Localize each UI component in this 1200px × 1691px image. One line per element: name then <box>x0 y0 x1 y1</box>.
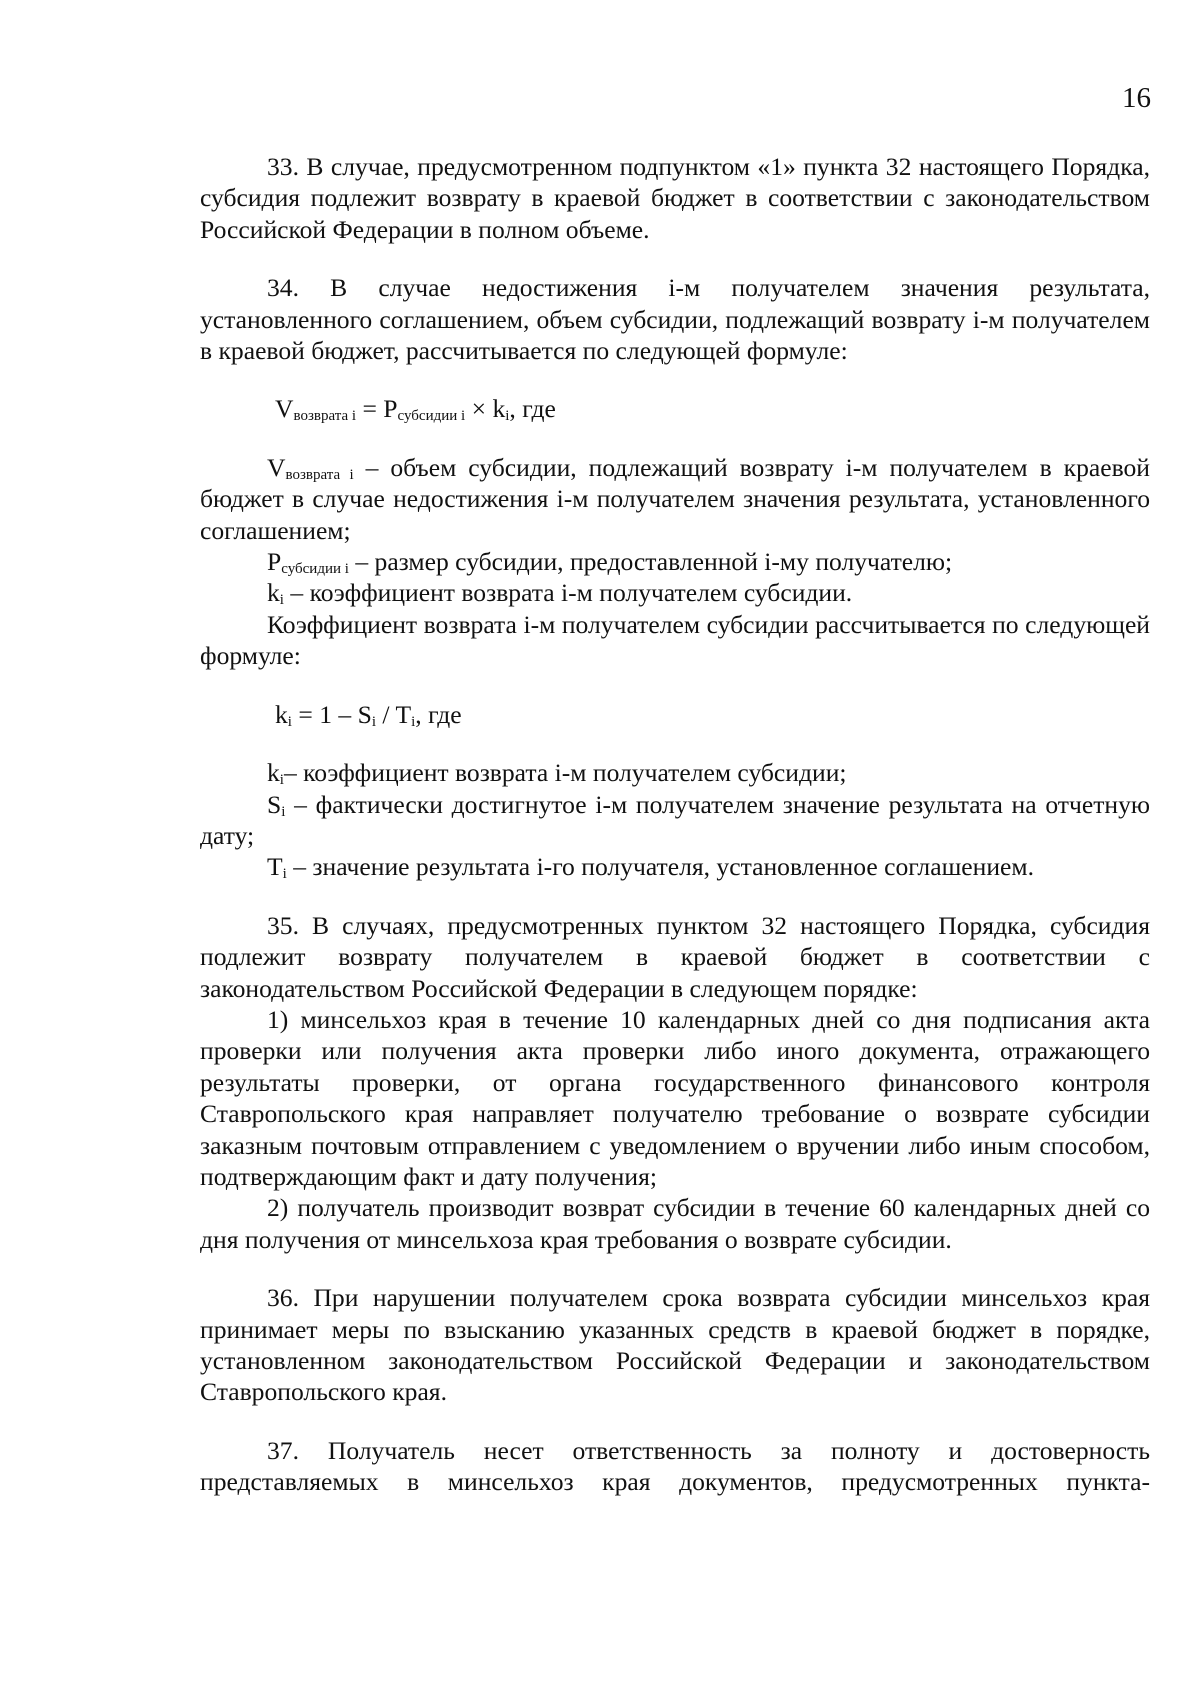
formula2-k-subscript: i <box>287 713 292 730</box>
def-t-symbol: T <box>267 852 283 882</box>
def-s-subscript: i <box>281 803 286 820</box>
formula-k-subscript: i <box>505 408 510 425</box>
paragraph-33: 33. В случае, предусмотренном подпунктом «1» пункта 32 настоящего Порядка, субсидия подлежит возврату в краевой бюджет в соответствии с законодательством Российской Федерации в полном объеме. <box>200 152 1150 244</box>
formula2-mid: = 1 – S <box>291 699 372 729</box>
paragraph-37: 37. Получатель несет ответственность за полноту и достоверность представляемых в минсельхоз края документов, предусмотренных пункта- <box>200 1435 1150 1497</box>
def-k-subscript: i <box>279 592 284 609</box>
formula-p-subscript: субсидии i <box>397 408 466 425</box>
paragraph-35: 35. В случаях, предусмотренных пунктом 32 настоящего Порядка, субсидия подлежит возврату получателем в краевой бюджет в соответствии с законодательством Российской Федерации в следующем порядке: <box>200 910 1150 1003</box>
def-p-subscript: субсидии i <box>281 561 349 578</box>
formula-v-symbol: V <box>275 394 294 424</box>
definition-k <box>200 577 1150 608</box>
definition-k2 <box>200 757 1150 788</box>
document-body <box>200 151 1150 1498</box>
formula2-t-subscript: i <box>411 713 416 730</box>
definition-p <box>200 546 1150 577</box>
formula-coefficient <box>200 699 1150 730</box>
formula2-k-symbol: k <box>275 699 288 729</box>
def-t-text: – значение результата i-го получателя, установленное соглашением. <box>286 852 1034 882</box>
def-s-text: – фактически достигнутое i-м получателем значение результата на отчетную дату; <box>200 789 1150 850</box>
def-v-subscript: возврата i <box>285 466 354 483</box>
paragraph-34: 34. В случае недостижения i-м получателем значения результата, установленного соглашением, объем субсидии, подлежащий возврату i-м получателем в краевой бюджет, рассчитывается по следующей формуле: <box>200 273 1150 366</box>
definition-s <box>200 789 1150 852</box>
formula-v-subscript: возврата i <box>293 408 357 425</box>
definition-t <box>200 851 1150 882</box>
def-s-symbol: S <box>267 789 282 819</box>
def-p-symbol: P <box>267 547 282 577</box>
def-k-symbol: k <box>267 578 280 608</box>
formula2-where: , где <box>415 699 462 729</box>
definition-v <box>200 452 1150 546</box>
formula-times-k: × k <box>465 394 506 424</box>
def-p-text: – размер субсидии, предоставленной i-му получателю; <box>348 547 953 577</box>
formula2-s-subscript: i <box>371 713 376 730</box>
paragraph-35-item-2: 2) получатель производит возврат субсидии в течение 60 календарных дней со дня получения от минсельхоза края требования о возврате субсидии. <box>200 1193 1150 1254</box>
formula-equals: = <box>356 394 384 424</box>
def-k2-subscript: i <box>279 772 284 789</box>
def-k2-symbol: k <box>267 758 280 788</box>
page-number: 16 <box>1122 82 1151 114</box>
paragraph-36: 36. При нарушении получателем срока возврата субсидии минсельхоз края принимает меры по взысканию указанных средств в краевой бюджет в порядке, установленном законодательством Российской Федерации и законодательством Ставропольского края. <box>200 1283 1150 1407</box>
def-k-text: – коэффициент возврата i-м получателем субсидии. <box>283 578 853 608</box>
formula-refund-amount <box>200 393 1150 424</box>
paragraph-35-item-1: 1) минсельхоз края в течение 10 календарных дней со дня подписания акта проверки или получения акта проверки либо иного документа, отражающего результаты проверки, от органа государственного финансового контроля Ставропольского края направляет получателю требование о возврате субсидии заказным почтовым отправлением с уведомлением о вручении либо иным способом, подтверждающим факт и дату получения; <box>200 1004 1150 1191</box>
formula-p-symbol: P <box>383 394 398 424</box>
def-k2-text: – коэффициент возврата i-м получателем субсидии; <box>283 758 847 788</box>
def-t-subscript: i <box>282 866 287 883</box>
formula-where: , где <box>509 394 556 424</box>
def-v-symbol: V <box>267 452 286 482</box>
def-v-text: – объем субсидии, подлежащий возврату i-м получателем в краевой бюджет в случае недостижения i-м получателем значения результата, установленного соглашением; <box>200 452 1150 545</box>
formula2-div: / T <box>376 699 412 729</box>
paragraph-coefficient: Коэффициент возврата i-м получателем субсидии рассчитывается по следующей формуле: <box>200 609 1150 671</box>
